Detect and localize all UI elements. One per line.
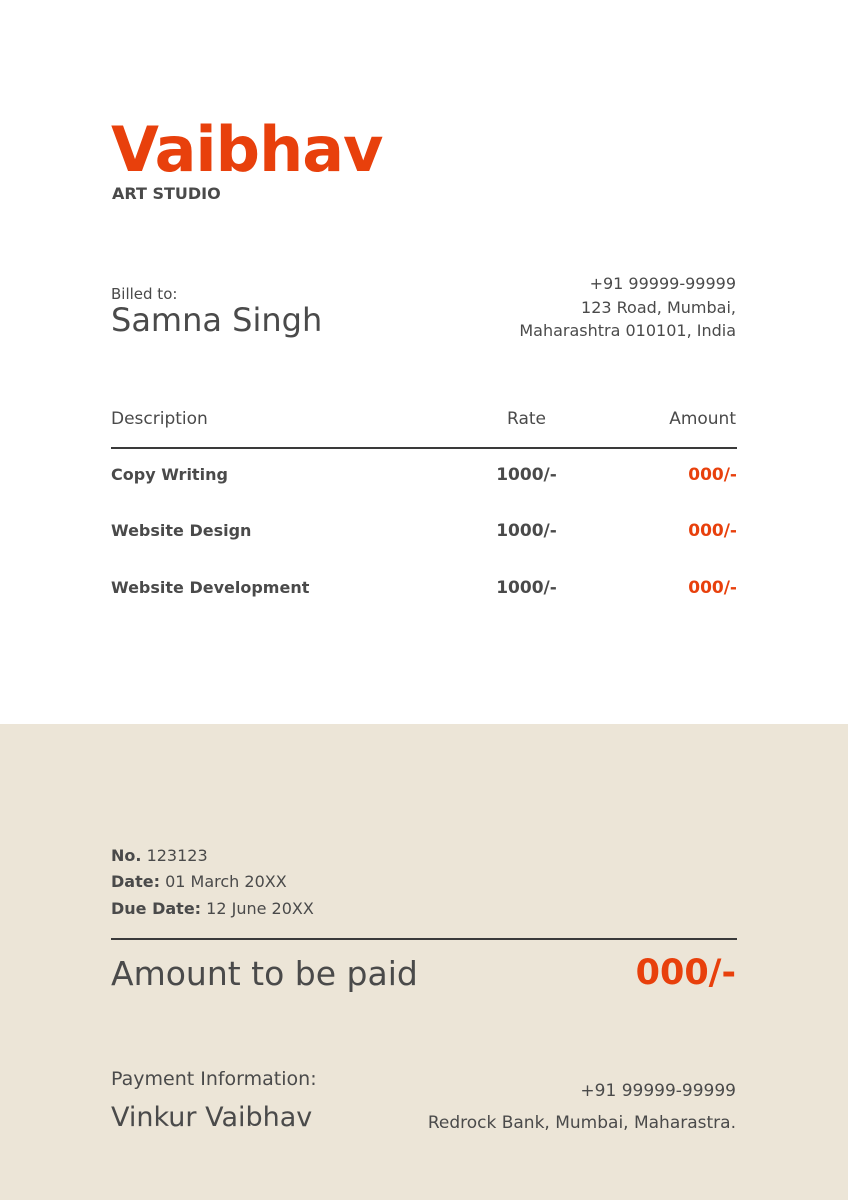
- billed-to-name: Samna Singh: [111, 301, 323, 339]
- table-row: [111, 577, 737, 599]
- invoice-date-label: Date:: [111, 872, 160, 891]
- total-value: 000/-: [635, 953, 736, 993]
- invoice-due-date: [111, 898, 314, 920]
- row-amount: 000/-: [688, 521, 737, 541]
- table-header-amount: Amount: [669, 409, 736, 429]
- contact-address-line2: Maharashtra 010101, India: [519, 321, 736, 340]
- payment-bank: Redrock Bank, Mumbai, Maharastra.: [427, 1113, 736, 1133]
- row-description: Website Development: [111, 578, 310, 597]
- contact-phone: +91 99999-99999: [589, 274, 736, 293]
- invoice-number-label: No.: [111, 846, 142, 865]
- table-row: [111, 464, 737, 486]
- invoice-number-value: 123123: [146, 846, 208, 865]
- invoice-number: [111, 845, 208, 867]
- invoice-date-value: 01 March 20XX: [165, 872, 287, 891]
- total-label: Amount to be paid: [111, 954, 418, 993]
- payment-name: Vinkur Vaibhav: [111, 1102, 313, 1133]
- table-header-rate: Rate: [507, 409, 546, 429]
- payment-phone: +91 99999-99999: [580, 1081, 736, 1101]
- contact-address-line1: 123 Road, Mumbai,: [581, 297, 736, 317]
- invoice-date: [111, 871, 287, 893]
- invoice-due-date-label: Due Date:: [111, 899, 202, 918]
- table-header-divider: [111, 447, 737, 449]
- table-row: [111, 520, 737, 542]
- row-rate: 1000/-: [496, 578, 557, 598]
- billed-to-label: Billed to:: [111, 285, 178, 303]
- row-rate: 1000/-: [496, 465, 557, 485]
- table-header-description: Description: [111, 409, 208, 429]
- invoice-due-date-value: 12 June 20XX: [206, 899, 314, 918]
- brand-subtitle: ART STUDIO: [112, 184, 221, 203]
- brand-name: Vaibhav: [111, 113, 383, 186]
- payment-info-label: Payment Information:: [111, 1068, 317, 1090]
- row-description: Copy Writing: [111, 465, 228, 484]
- row-amount: 000/-: [688, 465, 737, 485]
- total-divider: [111, 938, 737, 940]
- contact-block: [519, 272, 736, 343]
- row-rate: 1000/-: [496, 521, 557, 541]
- row-amount: 000/-: [688, 578, 737, 598]
- row-description: Website Design: [111, 521, 252, 540]
